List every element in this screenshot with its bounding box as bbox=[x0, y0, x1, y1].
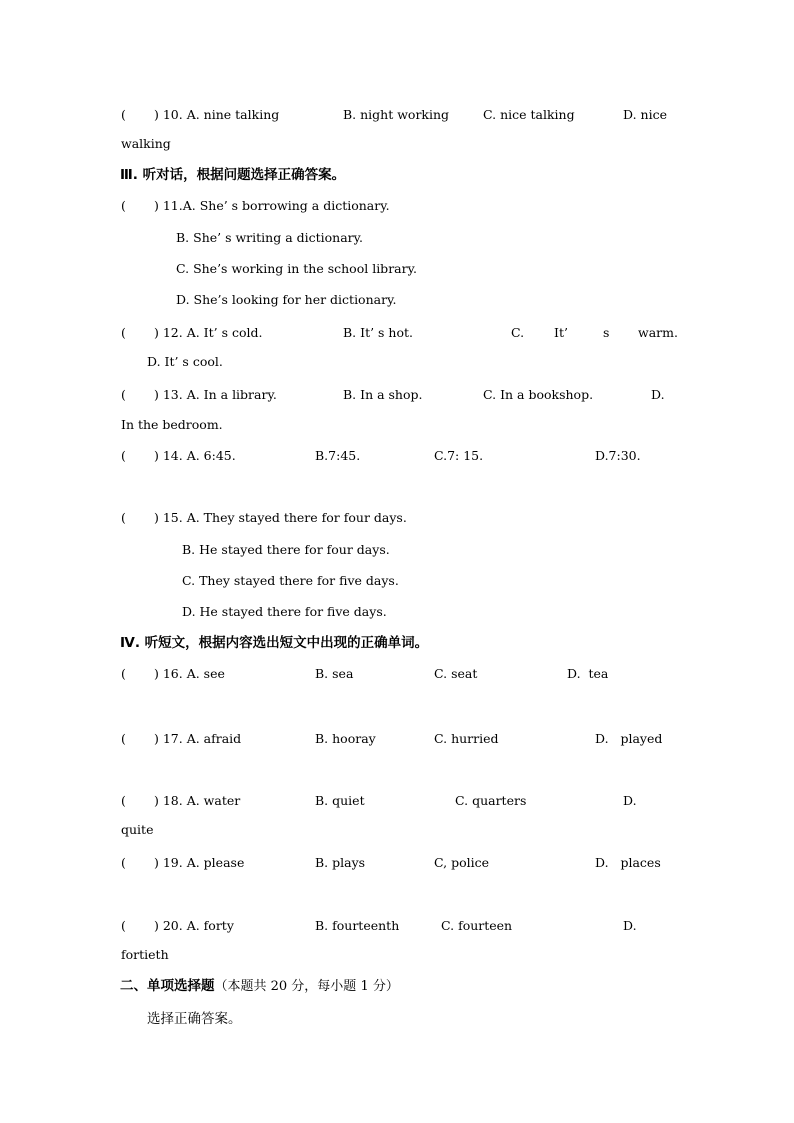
q12-option-c-word1: It’ bbox=[554, 325, 568, 340]
q14-option-a: ) 14. A. 6:45. bbox=[154, 448, 236, 463]
q16-option-a: ) 16. A. see bbox=[154, 666, 225, 681]
part-2-instruction: 选择正确答案。 bbox=[147, 1011, 242, 1027]
q18-option-d: D. bbox=[623, 793, 637, 808]
q11-option-a: ) 11.A. She’ s borrowing a dictionary. bbox=[154, 198, 390, 213]
q16-option-d: D. tea bbox=[567, 666, 609, 681]
q18-option-b: B. quiet bbox=[315, 793, 365, 808]
q13-wrap: In the bedroom. bbox=[121, 417, 223, 432]
section-4-heading: Ⅳ. 听短文，根据内容选出短文中出现的正确单词。 bbox=[120, 635, 429, 651]
q14-option-c: C.7: 15. bbox=[434, 448, 484, 463]
q14-option-d: D.7:30. bbox=[595, 448, 641, 463]
q13-option-a: ) 13. A. In a library. bbox=[154, 387, 277, 402]
q17-paren: ( bbox=[121, 731, 126, 746]
q19-option-a: ) 19. A. please bbox=[154, 855, 245, 870]
q20-paren: ( bbox=[121, 918, 126, 933]
q15-paren: ( bbox=[121, 510, 126, 525]
q20-option-d: D. bbox=[623, 918, 637, 933]
q19-option-c: C, police bbox=[434, 855, 489, 870]
q13-option-d: D. bbox=[651, 387, 665, 402]
q20-option-c: C. fourteen bbox=[441, 918, 513, 933]
part-2-heading bbox=[120, 977, 399, 996]
part-2-title: 二、单项选择题 bbox=[120, 978, 215, 994]
q15-option-c: C. They stayed there for five days. bbox=[182, 573, 399, 588]
q14-option-b: B.7:45. bbox=[315, 448, 361, 463]
q15-option-d: D. He stayed there for five days. bbox=[182, 604, 387, 619]
q10-option-b: B. night working bbox=[343, 107, 450, 122]
q13-option-c: C. In a bookshop. bbox=[483, 387, 594, 402]
q11-paren: ( bbox=[121, 198, 126, 213]
q10-option-c: C. nice talking bbox=[483, 107, 575, 122]
q18-option-a: ) 18. A. water bbox=[154, 793, 241, 808]
q12-option-c-label: C. bbox=[511, 325, 525, 340]
q10-option-a: ) 10. A. nine talking bbox=[154, 107, 280, 122]
q19-paren: ( bbox=[121, 855, 126, 870]
q12-paren: ( bbox=[121, 325, 126, 340]
q16-option-c: C. seat bbox=[434, 666, 478, 681]
q11-option-b: B. She’ s writing a dictionary. bbox=[176, 230, 364, 245]
q17-option-d: D. played bbox=[595, 731, 663, 746]
q19-option-d: D. places bbox=[595, 855, 661, 870]
q16-paren: ( bbox=[121, 666, 126, 681]
q17-option-b: B. hooray bbox=[315, 731, 376, 746]
q17-option-a: ) 17. A. afraid bbox=[154, 731, 242, 746]
q17-option-c: C. hurried bbox=[434, 731, 499, 746]
q20-option-b: B. fourteenth bbox=[315, 918, 400, 933]
q11-option-c: C. She’s working in the school library. bbox=[176, 261, 417, 276]
q10-paren: ( bbox=[121, 107, 126, 122]
q15-option-a: ) 15. A. They stayed there for four days. bbox=[154, 510, 407, 525]
q12-option-b: B. It’ s hot. bbox=[343, 325, 414, 340]
q18-option-c: C. quarters bbox=[455, 793, 527, 808]
q16-option-b: B. sea bbox=[315, 666, 354, 681]
q18-wrap: quite bbox=[121, 822, 154, 837]
part-2-note: （本题共 20 分，每小题 1 分） bbox=[214, 979, 399, 994]
q13-paren: ( bbox=[121, 387, 126, 402]
q12-option-a: ) 12. A. It’ s cold. bbox=[154, 325, 263, 340]
q11-option-d: D. She’s looking for her dictionary. bbox=[176, 292, 397, 307]
q20-option-a: ) 20. A. forty bbox=[154, 918, 234, 933]
q18-paren: ( bbox=[121, 793, 126, 808]
q12-option-c-word3: warm. bbox=[638, 325, 678, 340]
q19-option-b: B. plays bbox=[315, 855, 366, 870]
q14-paren: ( bbox=[121, 448, 126, 463]
q20-wrap: fortieth bbox=[121, 947, 169, 962]
q12-option-c-word2: s bbox=[603, 325, 610, 340]
q15-option-b: B. He stayed there for four days. bbox=[182, 542, 390, 557]
q12-option-d: D. It’ s cool. bbox=[147, 354, 223, 369]
q10-option-d: D. nice bbox=[623, 107, 667, 122]
q13-option-b: B. In a shop. bbox=[343, 387, 423, 402]
q10-wrap: walking bbox=[121, 136, 171, 151]
section-3-heading: Ⅲ. 听对话，根据问题选择正确答案。 bbox=[120, 167, 346, 183]
